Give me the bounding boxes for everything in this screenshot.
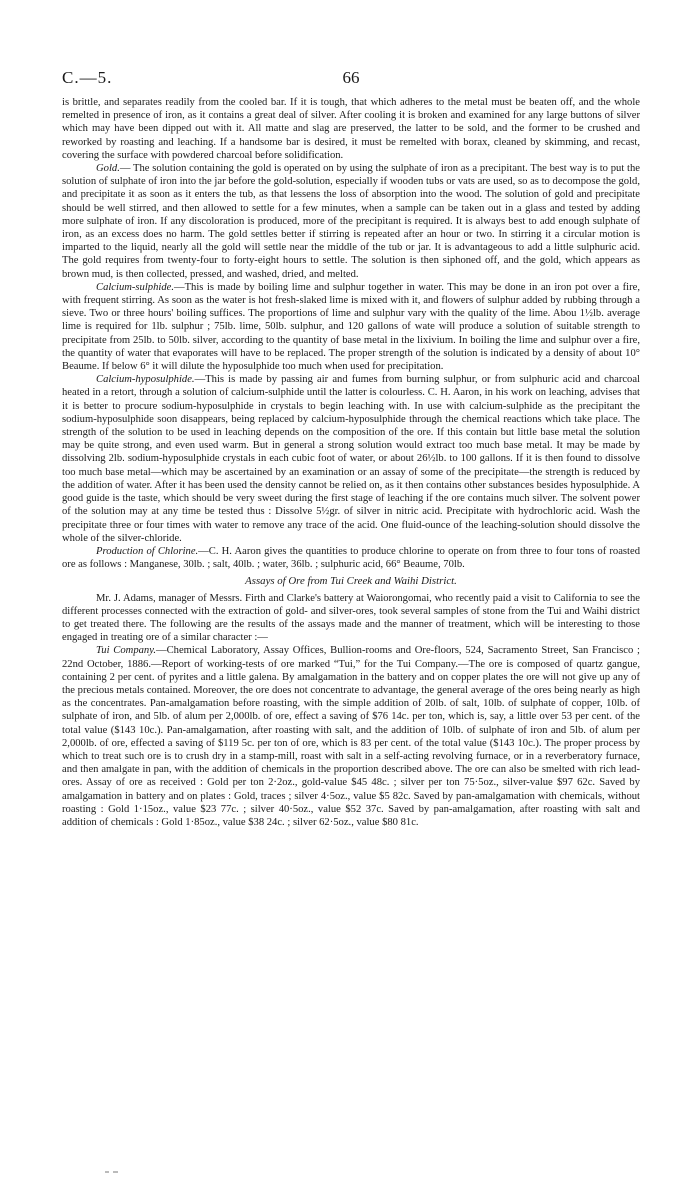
- paragraph-lead: Tui Company.: [96, 645, 156, 657]
- paragraph-text: —This is made by boiling lime and sulphur together in water. This may be done in an iron pot over a fire, with frequent stirring. As soon as the water is hot fresh-slaked lime is mixed with it, and flowers of sulphur added by rubbing through a sieve. Two or three hours' boiling suffices. The proportions of lime and sulphur vary with the quality of the lime. Abou 1½lb. average lime is required for 1lb. sulphur ; 75lb. lime, 50lb. sulphur, and 120 gallons of wate will produce a solution of suitable strength to precipitate from 25lb. to 50lb. silver, according to the quantity of base metal in the lixivium. In boiling the lime and sulphur over a fire, the quantity of water that evaporates will have to be replaced. The proper strength of the solution is indicated by a density of about 10° Beaume. If below 6° it will dilute the hyposulphide too much when used for precipitation.: [62, 281, 640, 373]
- body-text: [62, 96, 640, 829]
- paragraph-lead: Calcium-sulphide.: [96, 281, 174, 293]
- printer-mark: [104, 1170, 120, 1174]
- paragraph-calcium-sulphide: [62, 281, 640, 373]
- paragraph-text: —C. H. Aaron gives the quantities to produce chlorine to operate on from three to four tons of roasted ore as follows : Manganese, 30lb. ; salt, 40lb. ; water, 36lb. ; sulphuric acid, 66° Beaume, 70lb.: [62, 545, 640, 571]
- section-heading: Assays of Ore from Tui Creek and Waihi District.: [245, 575, 457, 588]
- paragraph-text: — The solution containing the gold is operated on by using the sulphate of iron as a precipitant. The best way is to put the solution of sulphate of iron into the jar before the gold-solution, especially if wooden tubs or vats are used, so as to decompose the gold, and precipitate it as soon as it enters the tub, as that lessens the loss of absorption into the wood. The solution of gold and precipitate should be well stirred, and then allowed to settle for a few minutes, when a sample can be taken out in a glass and tested by adding more sulphate of iron. If any discoloration is produced, more of the precipitant is required. It is always best to add enough sulphate of iron, as an excess does no harm. The gold settles better if stirring is repeated after an hour or two. In stirring it a circular motion is imparted to the liquid, nearly all the gold will settle near the middle of the tub or jar. It is advantageous to add a little sulphuric acid. The gold requires from twenty-four to forty-eight hours to settle. The solution is then siphoned off, and the gold, which appears as brown mud, is then collected, pressed, and washed, dried, and melted.: [62, 163, 640, 280]
- paragraph-production-of-chlorine: [62, 545, 640, 571]
- paragraph-gold: [62, 162, 640, 281]
- paragraph-lead: Production of Chlorine.: [96, 545, 199, 557]
- paragraph-calcium-hyposulphide: [62, 373, 640, 545]
- paragraph-continuation: [62, 96, 640, 162]
- series-label: C.—5.: [62, 68, 113, 87]
- paragraph-adams-intro: [62, 592, 640, 645]
- page-number: 66: [342, 68, 360, 87]
- paragraph-lead: Calcium-hyposulphide.: [96, 374, 195, 386]
- paragraph-lead: Gold.: [96, 163, 120, 175]
- paragraph-text: Mr. J. Adams, manager of Messrs. Firth and Clarke's battery at Waiorongomai, who recently paid a visit to California to see the different processes connected with the extraction of gold- and silver-ores, took several samples of stone from the Tui and Waihi district to get treated there. The following are the results of the assays made and the manner of treatment, which will be interesting to those engaged in treating ore of a similar character :—: [62, 592, 640, 644]
- paragraph-text: —Chemical Laboratory, Assay Offices, Bullion-rooms and Ore-floors, 524, Sacramento Street, San Francisco ; 22nd October, 1886.—Report of working-tests of ore marked “Tui,” for the Tui Company.—The ore is composed of quartz gangue, containing 2 per cent. of pyrites and a little galena. By amalgamation in the battery and on copper plates the ore will not give up any of the precious metals contained. Moreover, the ore does not concentrate to advantage, the general average of the ores being nearly as high as the concentrates. Pan-amalgamation before roasting, with the simple addition of 20lb. of salt, 10lb. of sulphate of copper, 10lb. of sulphate of iron, and 5lb. of alum per 2,000lb. of ore, effect a saving of $76 14c. per ton, which is, say, a little over 53 per cent. of the total value ($143 10c.). Pan-amalgamation, after roasting with salt, and the addition of 10lb. of sulphate of iron and 5lb. of alum per 2,000lb. of ore, effected a saving of $119 5c. per ton of ore, which is 83 per cent. of the total value ($143 10c.). The proper process by which to treat such ore is to crush dry in a stamp-mill, roast with salt in a self-acting revolving furnace, or in a reverberatory furnace, and then amalgate in pan, with the addition of chemicals in the proportion described above. The ore can also be smelted with rich lead-ores. Assay of ore as received : Gold per ton 2·2oz., gold-value $45 48c. ; silver per ton 75·5oz., silver-value $97 62c. Saved by amalgamation in battery and on plates : Gold, traces ; silver 4·5oz., value $5 82c. Saved by pan-amalgamation with chemicals, without roasting : Gold 1·15oz., value $23 77c. ; silver 40·5oz., value $52 37c. Saved by pan-amalgamation, after roasting with salt and addition of chemicals : Gold 1·85oz., value $38 24c. ; silver 62·5oz., value $80 81c.: [62, 645, 640, 828]
- paragraph-text: is brittle, and separates readily from the cooled bar. If it is tough, that which adheres to the metal must be beaten off, and the whole remelted in presence of iron, as it contains a great deal of silver. After cooling it is broken and examined for any large buttons of silver which may have been dipped out with it. All matte and slag are preserved, the latter to be sold, and the former to be crushed and reworked by roasting and leaching. If a handsome bar is desired, it must be remelted with borax, cleaned by skimming, and recast, covering the surface with powdered charcoal before solidification.: [62, 97, 640, 161]
- paragraph-text: —This is made by passing air and fumes from burning sulphur, or from sulphuric acid and charcoal heated in a retort, through a solution of calcium-sulphide until the latter is colourless. C. H. Aaron, in his work on leaching, advises that it is better to procure sodium-hyposulphide in crystals to begin leaching with. In use with calcium-sulphide as the precipitant the sodium-hyposulphide soon disappears, being replaced by calcium-hyposulphide through the chemical reactions which take place. The strength of the solution to be used in leaching depends on the composition of the ore. If this contain but little base metal the solution may be quite strong, and even used warm. But in general a strong solution would extract too much base metal. It may be made by dissolving 2lb. sodium-hyposulphide crystals in each cubic foot of water, or about 26½lb. to 100 gallons. If it is then found to dissolve too much base metal—which may be ascertained by an examination or an assay of some of the precipitate—the strength is reduced by the addition of water. After it has been used the density cannot be relied on, as it then contains other substances besides hyposulphide. A good guide is the taste, which should be very sweet during the first stage of leaching if the ore contains much silver. The solvent power of the solution may at any time be tested thus : Dissolve 5½gr. of silver in nitric acid. Precipitate with hydrochloric acid. Wash the precipitate three or four times with water to remove any trace of the acid. One fluid-ounce of the leaching-solution should dissolve the whole of the silver-chloride.: [62, 374, 640, 544]
- page-header: [62, 68, 640, 92]
- paragraph-tui-company: [62, 644, 640, 829]
